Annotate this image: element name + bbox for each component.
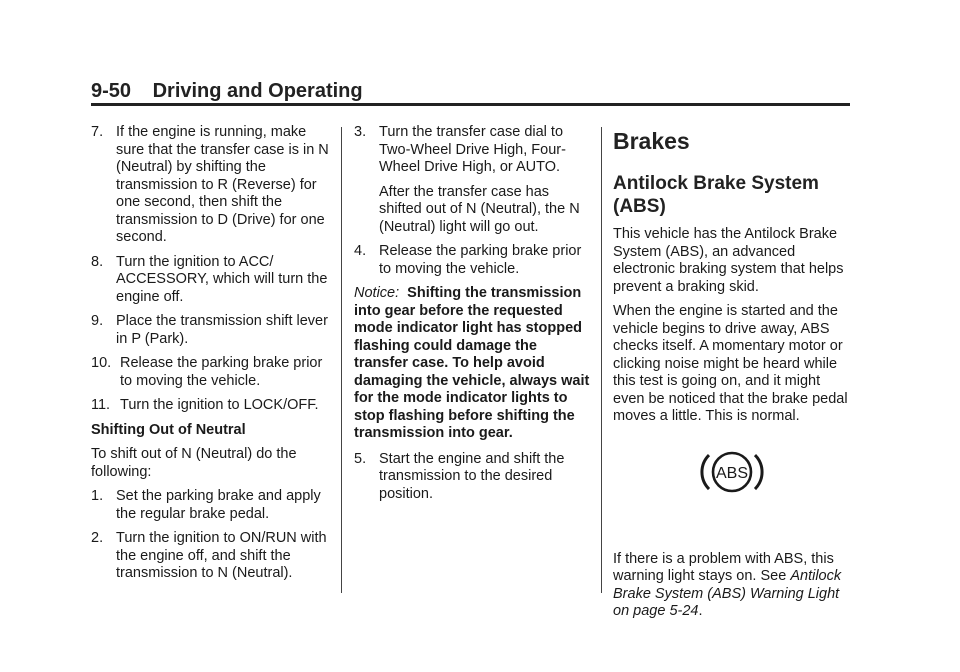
heading-abs: Antilock Brake System (ABS) — [613, 173, 819, 217]
column-divider-1 — [341, 127, 342, 593]
abs-paragraph-1: This vehicle has the Antilock Brake System (ABS), an advanced electronic braking system that helps prevent a braking skid. — [613, 226, 844, 295]
item-number: 5. — [354, 450, 367, 467]
item-number: 8. — [91, 253, 104, 270]
item-text: Release the parking brake prior to moving the vehicle. — [379, 243, 582, 277]
abs-paragraph-3 — [613, 551, 853, 621]
list-item — [91, 397, 336, 415]
abs-paragraph-3-text: If there is a problem with ABS, this warning light stays on. See — [613, 550, 834, 584]
item-number: 7. — [91, 124, 104, 140]
list-item — [91, 488, 336, 523]
abs-paragraph-3-end: . — [698, 603, 703, 619]
heading-brakes: Brakes — [613, 128, 690, 154]
step-note: After the transfer case has shifted out of N (Neutral), the N (Neutral) light will go out. — [379, 183, 580, 235]
list-item — [354, 243, 594, 278]
list-item — [354, 124, 594, 177]
cross-reference-link[interactable]: Antilock Brake System (ABS) Warning Light on page 5-24 — [613, 568, 842, 619]
notice-label: Notice: — [354, 285, 400, 301]
item-text: Turn the transfer case dial to Two-Wheel Drive High, Four-Wheel Drive High, or AUTO. — [379, 124, 566, 175]
list-item — [91, 313, 336, 348]
column-3 — [613, 124, 853, 628]
item-number: 9. — [91, 313, 104, 329]
list-item — [354, 451, 594, 504]
column-divider-2 — [601, 127, 602, 593]
header-rule — [91, 103, 850, 106]
item-text: Place the transmission shift lever in P (Park). — [116, 313, 328, 347]
subheading-shifting-out-of-neutral: Shifting Out of Neutral — [91, 421, 246, 438]
section-title: Driving and Operating — [152, 80, 363, 102]
item-text: Turn the ignition to ON/RUN with the engine off, and shift the transmission to N (Neutral). — [116, 530, 327, 581]
list-item — [91, 124, 336, 247]
list-item — [91, 530, 336, 583]
page-header — [91, 80, 363, 103]
page-number: 9-50 — [91, 80, 132, 102]
item-text: Turn the ignition to ACC/ ACCESSORY, which will turn the engine off. — [116, 253, 328, 305]
item-text: Start the engine and shift the transmission to the desired position. — [379, 450, 565, 502]
item-number: 2. — [91, 530, 104, 546]
notice-text: Shifting the transmission into gear before the requested mode indicator light has stopped flashing could damage the transfer case. To help avoid damaging the vehicle, always wait for the mode indicator lights to stop flashing before shifting the transmission into gear. — [354, 285, 590, 441]
list-item — [91, 254, 336, 307]
item-text: Release the parking brake prior to moving the vehicle. — [120, 355, 323, 389]
item-text: If the engine is running, make sure that the transfer case is in N (Neutral) by shifting the transmission to R (Reverse) for one second, then shift the transmission to D (Drive) for one second. — [116, 124, 329, 245]
item-number: 11. — [91, 397, 111, 413]
abs-icon-text: ABS — [715, 464, 749, 482]
abs-paragraph-2: When the engine is started and the vehicle begins to drive away, ABS checks itself. A momentary motor or clicking noise might be heard while this test is going on, and it might even be noticed that the brake pedal moves a little. This is normal. — [613, 303, 848, 424]
item-number: 10. — [91, 355, 112, 371]
item-number: 3. — [354, 124, 367, 140]
abs-warning-light-icon — [697, 447, 767, 497]
notice-block — [354, 285, 594, 443]
column-2 — [354, 124, 594, 510]
column-1 — [91, 124, 336, 590]
intro-paragraph: To shift out of N (Neutral) do the following: — [91, 446, 297, 480]
item-text: Set the parking brake and apply the regular brake pedal. — [116, 488, 321, 522]
abs-icon-area — [613, 433, 853, 551]
item-text: Turn the ignition to LOCK/OFF. — [120, 397, 319, 413]
list-item — [91, 355, 336, 390]
item-number: 1. — [91, 488, 104, 504]
item-number: 4. — [354, 243, 367, 259]
